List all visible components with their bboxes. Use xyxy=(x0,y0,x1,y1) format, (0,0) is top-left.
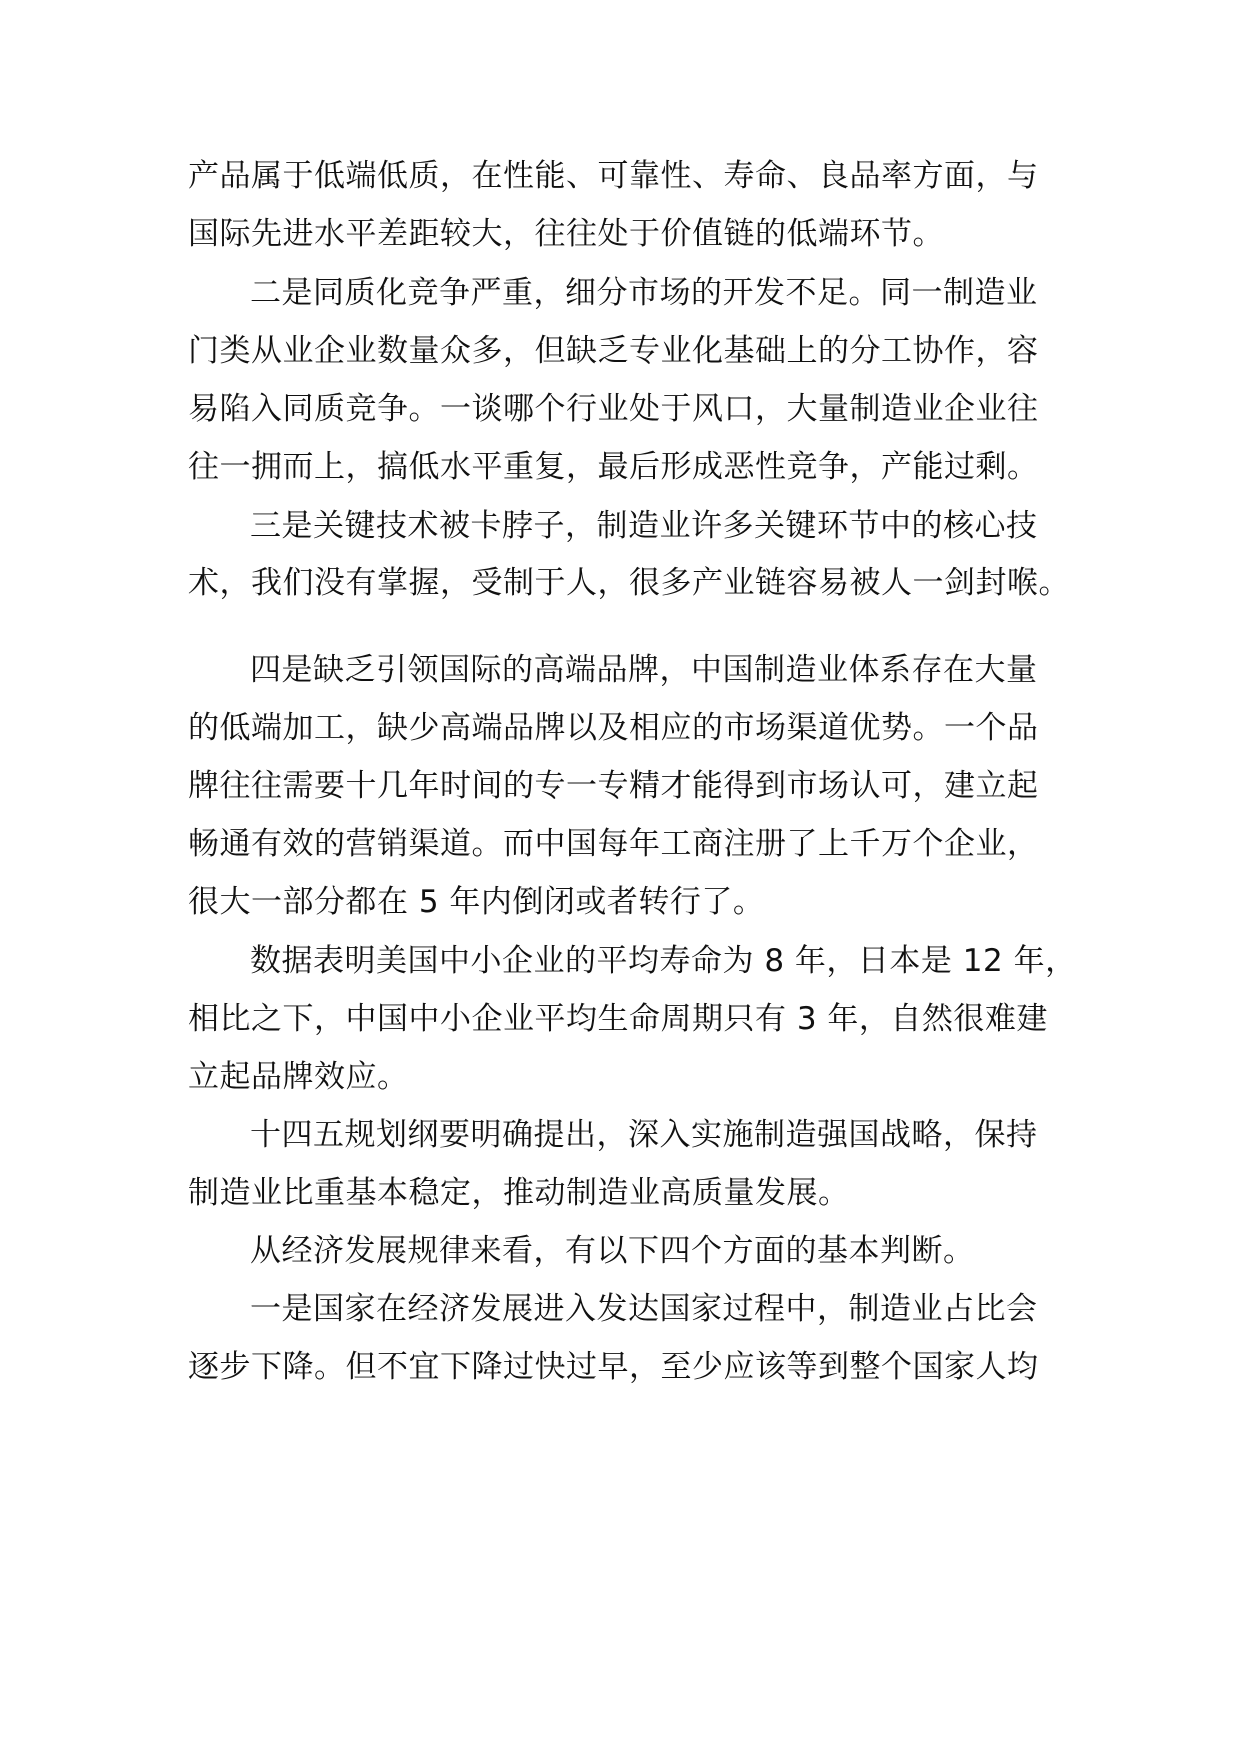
text-line: 很大一部分都在 5 年内倒闭或者转行了。 xyxy=(188,884,765,920)
text-line: 易陷入同质竞争。一谈哪个行业处于风口，大量制造业企业往 xyxy=(188,391,1039,427)
paragraph-start-line: 十四五规划纲要明确提出，深入实施制造强国战略，保持 xyxy=(250,1117,1038,1153)
text-line: 畅通有效的营销渠道。而中国每年工商注册了上千万个企业， xyxy=(188,826,1039,862)
text-line: 产品属于低端低质，在性能、可靠性、寿命、良品率方面，与 xyxy=(188,158,1039,194)
paragraph-start-line: 从经济发展规律来看，有以下四个方面的基本判断。 xyxy=(250,1233,975,1269)
text-line: 国际先进水平差距较大，往往处于价值链的低端环节。 xyxy=(188,216,944,252)
paragraph-start-line: 三是关键技术被卡脖子，制造业许多关键环节中的核心技 xyxy=(250,508,1038,544)
text-line: 牌往往需要十几年时间的专一专精才能得到市场认可，建立起 xyxy=(188,768,1039,804)
text-line: 术，我们没有掌握，受制于人，很多产业链容易被人一剑封喉。 xyxy=(188,565,1070,601)
text-line: 制造业比重基本稳定，推动制造业高质量发展。 xyxy=(188,1175,850,1211)
text-line: 的低端加工，缺少高端品牌以及相应的市场渠道优势。一个品 xyxy=(188,710,1039,746)
paragraph-start-line: 数据表明美国中小企业的平均寿命为 8 年，日本是 12 年， xyxy=(250,943,1077,979)
text-line: 相比之下，中国中小企业平均生命周期只有 3 年，自然很难建 xyxy=(188,1001,1048,1037)
text-line: 往一拥而上，搞低水平重复，最后形成恶性竞争，产能过剩。 xyxy=(188,449,1039,485)
text-line: 门类从业企业数量众多，但缺乏专业化基础上的分工协作，容 xyxy=(188,333,1039,369)
paragraph-start-line: 四是缺乏引领国际的高端品牌，中国制造业体系存在大量 xyxy=(250,652,1038,688)
paragraph-start-line: 一是国家在经济发展进入发达国家过程中，制造业占比会 xyxy=(250,1291,1038,1327)
paragraph-start-line: 二是同质化竞争严重，细分市场的开发不足。同一制造业 xyxy=(250,275,1038,311)
text-line: 逐步下降。但不宜下降过快过早，至少应该等到整个国家人均 xyxy=(188,1349,1039,1385)
text-line: 立起品牌效应。 xyxy=(188,1059,409,1095)
